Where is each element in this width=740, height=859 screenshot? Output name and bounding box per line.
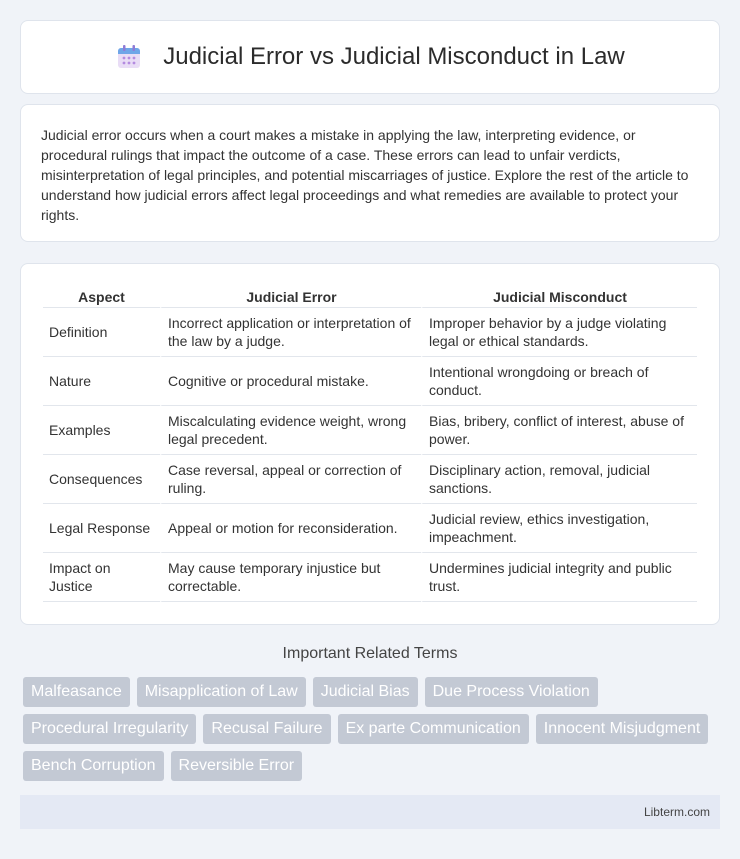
intro-text: Judicial error occurs when a court makes a mistake in applying the law, interpreting evidence, or procedural rulings that impact the outcome of a case. These errors can lead to unfair verdicts, misinterpretation of legal principles, and potential miscarriages of justice. Explore the rest of the article to understand how judicial errors affect legal proceedings and what remedies are available to protect your rights. (41, 127, 689, 223)
table-header-aspect: Aspect (43, 284, 160, 308)
footer-brand[interactable]: Libterm.com (643, 805, 710, 819)
related-terms-title: Important Related Terms (282, 645, 458, 662)
table-cell-error: Appeal or motion for reconsideration. (160, 504, 421, 553)
tag-procedural-irregularity[interactable]: Procedural Irregularity (23, 714, 196, 744)
comparison-table-card (20, 263, 720, 625)
header-card (20, 20, 720, 94)
table-cell-aspect: Nature (43, 357, 160, 406)
table-header-judicial-error: Judicial Error (160, 284, 421, 308)
table-cell-misconduct: Disciplinary action, removal, judicial sanctions. (421, 455, 697, 504)
tag-misapplication-of-law[interactable]: Misapplication of Law (137, 677, 306, 707)
comparison-table (43, 284, 697, 602)
table-header-row (43, 284, 697, 308)
table-cell-error: Miscalculating evidence weight, wrong legal precedent. (160, 406, 421, 455)
tag-judicial-bias[interactable]: Judicial Bias (313, 677, 418, 707)
table-cell-misconduct: Improper behavior by a judge violating legal or ethical standards. (421, 308, 697, 357)
table-cell-error: Incorrect application or interpretation of the law by a judge. (160, 308, 421, 357)
footer-bar (20, 795, 720, 829)
tag-recusal-failure[interactable]: Recusal Failure (203, 714, 330, 744)
table-cell-misconduct: Intentional wrongdoing or breach of conduct. (421, 357, 697, 406)
tag-malfeasance[interactable]: Malfeasance (23, 677, 130, 707)
table-cell-aspect: Impact on Justice (43, 553, 160, 602)
table-cell-error: Case reversal, appeal or correction of ruling. (160, 455, 421, 504)
tag-due-process-violation[interactable]: Due Process Violation (425, 677, 598, 707)
table-header-judicial-misconduct: Judicial Misconduct (421, 284, 697, 308)
table-cell-aspect: Legal Response (43, 504, 160, 553)
tag-reversible-error[interactable]: Reversible Error (171, 751, 303, 781)
tag-bench-corruption[interactable]: Bench Corruption (23, 751, 164, 781)
table-cell-aspect: Examples (43, 406, 160, 455)
table-cell-misconduct: Undermines judicial integrity and public trust. (421, 553, 697, 602)
related-terms-tags (23, 677, 723, 781)
table-row (43, 455, 697, 504)
table-row (43, 504, 697, 553)
page-title: Judicial Error vs Judicial Misconduct in Law (163, 43, 625, 70)
table-cell-misconduct: Judicial review, ethics investigation, impeachment. (421, 504, 697, 553)
table-row (43, 553, 697, 602)
table-cell-error: May cause temporary injustice but correctable. (160, 553, 421, 602)
intro-card (20, 104, 720, 242)
table-cell-misconduct: Bias, bribery, conflict of interest, abuse of power. (421, 406, 697, 455)
tag-innocent-misjudgment[interactable]: Innocent Misjudgment (536, 714, 709, 744)
calendar-icon (115, 43, 143, 71)
table-row (43, 406, 697, 455)
table-cell-error: Cognitive or procedural mistake. (160, 357, 421, 406)
tag-ex-parte-communication[interactable]: Ex parte Communication (338, 714, 529, 744)
table-cell-aspect: Consequences (43, 455, 160, 504)
table-cell-aspect: Definition (43, 308, 160, 357)
table-row (43, 357, 697, 406)
table-row (43, 308, 697, 357)
